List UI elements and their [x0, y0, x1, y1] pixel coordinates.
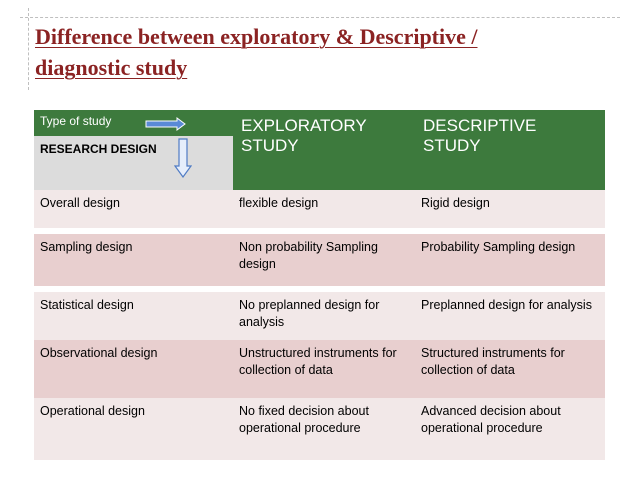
- frame-line-top: [20, 17, 620, 18]
- row-descriptive: Advanced decision about operational procedure: [421, 404, 561, 435]
- row-design: Observational design: [40, 346, 158, 360]
- row-descriptive: Structured instruments for collection of data: [421, 346, 565, 377]
- row-exploratory: Non probability Sampling design: [239, 240, 378, 271]
- row-design: Sampling design: [40, 240, 133, 254]
- frame-line-left: [28, 8, 29, 90]
- arrow-down-icon: [174, 138, 192, 178]
- row-design: Operational design: [40, 404, 145, 418]
- title-line-1: Difference between exploratory & Descriptive /: [35, 24, 478, 49]
- type-of-study-label: Type of study: [40, 114, 112, 128]
- row-design: Overall design: [40, 196, 120, 210]
- table-row: [34, 190, 605, 228]
- research-design-label: RESEARCH DESIGN: [40, 142, 157, 156]
- title-line-2: diagnostic study: [35, 55, 188, 80]
- row-descriptive: Preplanned design for analysis: [421, 298, 592, 312]
- header-descriptive: DESCRIPTIVE STUDY: [415, 110, 605, 190]
- table-row: [34, 234, 605, 286]
- header-exploratory: EXPLORATORY STUDY: [233, 110, 415, 190]
- row-exploratory: No preplanned design for analysis: [239, 298, 380, 329]
- row-exploratory: Unstructured instruments for collection of data: [239, 346, 397, 377]
- row-design: Statistical design: [40, 298, 134, 312]
- row-descriptive: Rigid design: [421, 196, 490, 210]
- arrow-right-icon: [145, 117, 187, 131]
- row-descriptive: Probability Sampling design: [421, 240, 576, 254]
- row-exploratory: flexible design: [239, 196, 319, 210]
- slide-title: [35, 21, 625, 83]
- row-exploratory: No fixed decision about operational procedure: [239, 404, 369, 435]
- table-row: [34, 340, 605, 398]
- table-row: [34, 398, 605, 460]
- table-row: [34, 292, 605, 340]
